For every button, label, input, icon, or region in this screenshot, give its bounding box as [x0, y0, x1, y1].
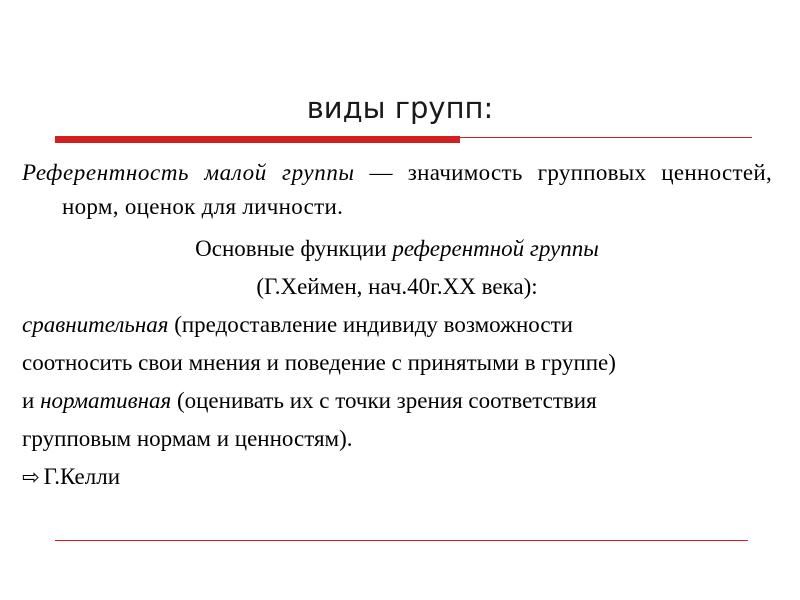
definition-term: Референтность малой группы — [22, 160, 355, 185]
slide-body — [22, 156, 772, 496]
normative-term: нормативная — [40, 388, 172, 413]
comparative-text: (предоставление индивиду возможности — [168, 312, 573, 337]
continuation-line: соотносить свои мнения и поведение с принятыми в группе) — [22, 350, 616, 375]
arrow-right-outline-icon: ⇨ — [22, 465, 40, 489]
functions-heading-emphasis: референтной группы — [392, 236, 599, 261]
end-line: групповым нормам и ценностям). — [22, 426, 353, 451]
comparative-line — [22, 306, 772, 344]
normative-text: (оценивать их с точки зрения соответствия — [171, 388, 597, 413]
reference-line — [22, 458, 772, 496]
slide-title: виды групп: — [306, 91, 494, 125]
definition-paragraph — [22, 156, 772, 224]
comparative-term: сравнительная — [22, 312, 169, 337]
title-underline-thin — [460, 137, 752, 138]
functions-heading — [22, 230, 772, 268]
footer-rule — [55, 540, 748, 541]
functions-heading-prefix: Основные функции — [195, 236, 393, 261]
normative-prefix: и — [22, 388, 41, 413]
normative-line — [22, 382, 772, 420]
source-line: (Г.Хеймен, нач.40г.XX века): — [256, 274, 538, 299]
reference-text: Г.Келли — [43, 464, 120, 489]
title-underline-thick — [55, 136, 460, 143]
definition-dash: — — [354, 160, 408, 185]
definition-text: значимость групповых ценностей, норм, оценок для личности. — [62, 160, 772, 219]
